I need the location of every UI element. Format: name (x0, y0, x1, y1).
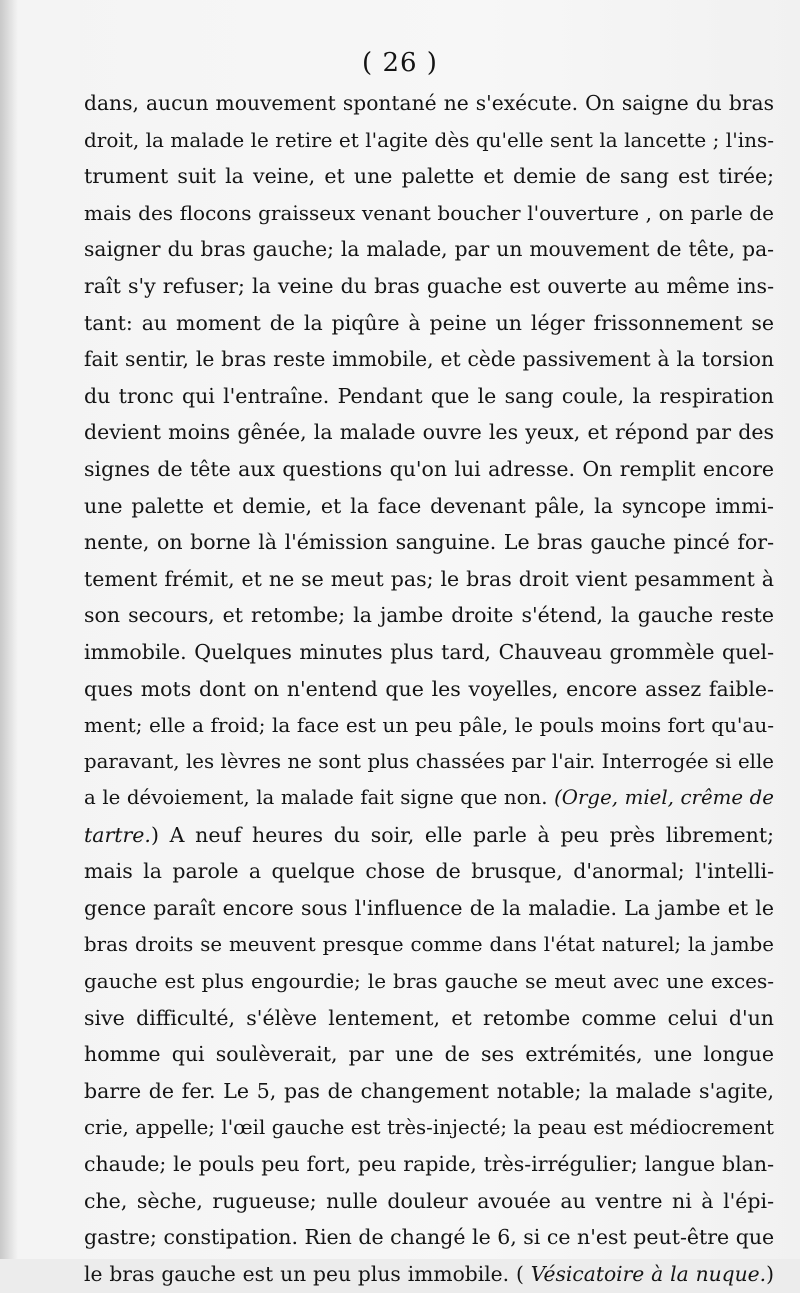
text-line-roman: ment; elle a froid; la face est un peu pâle, le pouls moins fort qu'au- (84, 713, 774, 738)
text-line (84, 158, 774, 195)
text-line (84, 927, 774, 964)
text-line-roman: fait sentir, le bras reste immobile, et cède passivement à la torsion (84, 347, 774, 372)
text-line-roman: chaude; le pouls peu fort, peu rapide, très-irrégulier; langue blan- (84, 1152, 774, 1177)
text-line-italic: Vésicatoire à la nuque. (530, 1262, 767, 1286)
text-line-roman: le bras gauche est un peu plus immobile. ( (84, 1262, 524, 1286)
text-line (84, 817, 774, 854)
text-line-roman: dans, aucun mouvement spontané ne s'exécute. On saigne du bras (84, 91, 774, 115)
text-line-roman: tant: au moment de la piqûre à peine un léger frissonnement se (84, 310, 774, 335)
text-line (84, 1219, 774, 1256)
text-line-roman: barre de fer. Le 5, pas de changement notable; la malade s'agite, (84, 1079, 774, 1104)
text-line (84, 597, 774, 634)
text-line-roman: immobile. Quelques minutes plus tard, Chauveau grommèle quel- (84, 639, 774, 664)
text-line-italic: (Orge, miel, crême de (554, 786, 774, 810)
text-line (84, 890, 774, 927)
spine-shadow (0, 0, 18, 1259)
text-line-roman: gence paraît encore sous l'influence de la maladie. La jambe et le (84, 896, 774, 921)
text-line-roman: a le dévoiement, la malade fait signe que non. (84, 786, 548, 810)
text-line (84, 963, 774, 1000)
text-line-roman: mais la parole a quelque chose de brusque, d'anormal; l'intelli- (84, 859, 774, 884)
text-line-roman: crie, appelle; l'œil gauche est très-injecté; la peau est médiocrement (84, 1115, 774, 1139)
text-line-roman: gastre; constipation. Rien de changé le 6, si ce n'est peut-être que (84, 1225, 775, 1250)
text-line (84, 305, 774, 342)
text-line (84, 122, 774, 159)
text-line (84, 231, 774, 268)
text-line (84, 1183, 774, 1220)
text-line-roman: devient moins gênée, la malade ouvre les yeux, et répond par des (84, 420, 774, 445)
text-line (84, 1256, 774, 1293)
text-line (84, 853, 774, 890)
text-line-after: ) (766, 1262, 774, 1286)
text-line-roman: trument suit la veine, et une palette et demie de sang est tirée; (84, 164, 774, 189)
page-number: ( 26 ) (362, 48, 438, 78)
text-line (84, 1146, 774, 1183)
text-line-italic: tartre. (84, 822, 151, 847)
text-line-roman: signes de tête aux questions qu'on lui adresse. On remplit encore (84, 456, 774, 481)
text-line-roman: une palette et demie, et la face devenant pâle, la syncope immi- (84, 493, 774, 518)
text-line-roman: ques mots dont on n'entend que les voyelles, encore assez faible- (84, 676, 774, 701)
text-line-roman: mais des flocons graisseux venant boucher l'ouverture , on parle de (84, 200, 774, 225)
text-line-roman: gauche est plus engourdie; le bras gauche se meut avec une exces- (84, 969, 774, 994)
text-line (84, 744, 774, 781)
text-line (84, 451, 774, 488)
text-line (84, 341, 774, 378)
text-line (84, 1110, 774, 1147)
text-line (84, 671, 774, 708)
text-line-roman: du tronc qui l'entraîne. Pendant que le sang coule, la respiration (84, 383, 774, 408)
text-line-roman: paravant, les lèvres ne sont plus chassées par l'air. Interrogée si elle (84, 749, 774, 773)
text-line-roman: tement frémit, et ne se meut pas; le bras droit vient pesamment à (84, 566, 774, 591)
text-line-roman: bras droits se meuvent presque comme dans l'état naturel; la jambe (84, 932, 774, 956)
body-text (84, 85, 774, 1293)
text-line (84, 634, 774, 671)
text-line (84, 268, 774, 305)
text-line-roman: son secours, et retombe; la jambe droite s'étend, la gauche reste (84, 603, 774, 628)
text-line-roman: saigner du bras gauche; la malade, par un mouvement de tête, pa- (84, 237, 774, 262)
text-line-after: ) A neuf heures du soir, elle parle à peu près librement; (150, 822, 774, 847)
text-line (84, 414, 774, 451)
text-line (84, 195, 774, 232)
text-line (84, 1036, 774, 1073)
text-line (84, 488, 774, 525)
text-line-roman: nente, on borne là l'émission sanguine. Le bras gauche pincé for- (84, 530, 774, 555)
text-line (84, 780, 774, 817)
text-line (84, 1073, 774, 1110)
text-line-roman: homme qui soulèverait, par une de ses extrémités, une longue (84, 1042, 774, 1067)
text-line (84, 85, 774, 122)
text-line-roman: raît s'y refuser; la veine du bras guache est ouverte au même ins- (84, 273, 774, 298)
text-line-roman: che, sèche, rugueuse; nulle douleur avouée au ventre ni à l'épi- (84, 1188, 774, 1213)
text-line-roman: sive difficulté, s'élève lentement, et retombe comme celui d'un (84, 1005, 774, 1030)
text-line-roman: droit, la malade le retire et l'agite dès qu'elle sent la lancette ; l'ins- (84, 127, 774, 152)
text-line (84, 378, 774, 415)
text-line (84, 524, 774, 561)
text-line (84, 561, 774, 598)
text-line (84, 1000, 774, 1037)
text-line (84, 707, 774, 744)
